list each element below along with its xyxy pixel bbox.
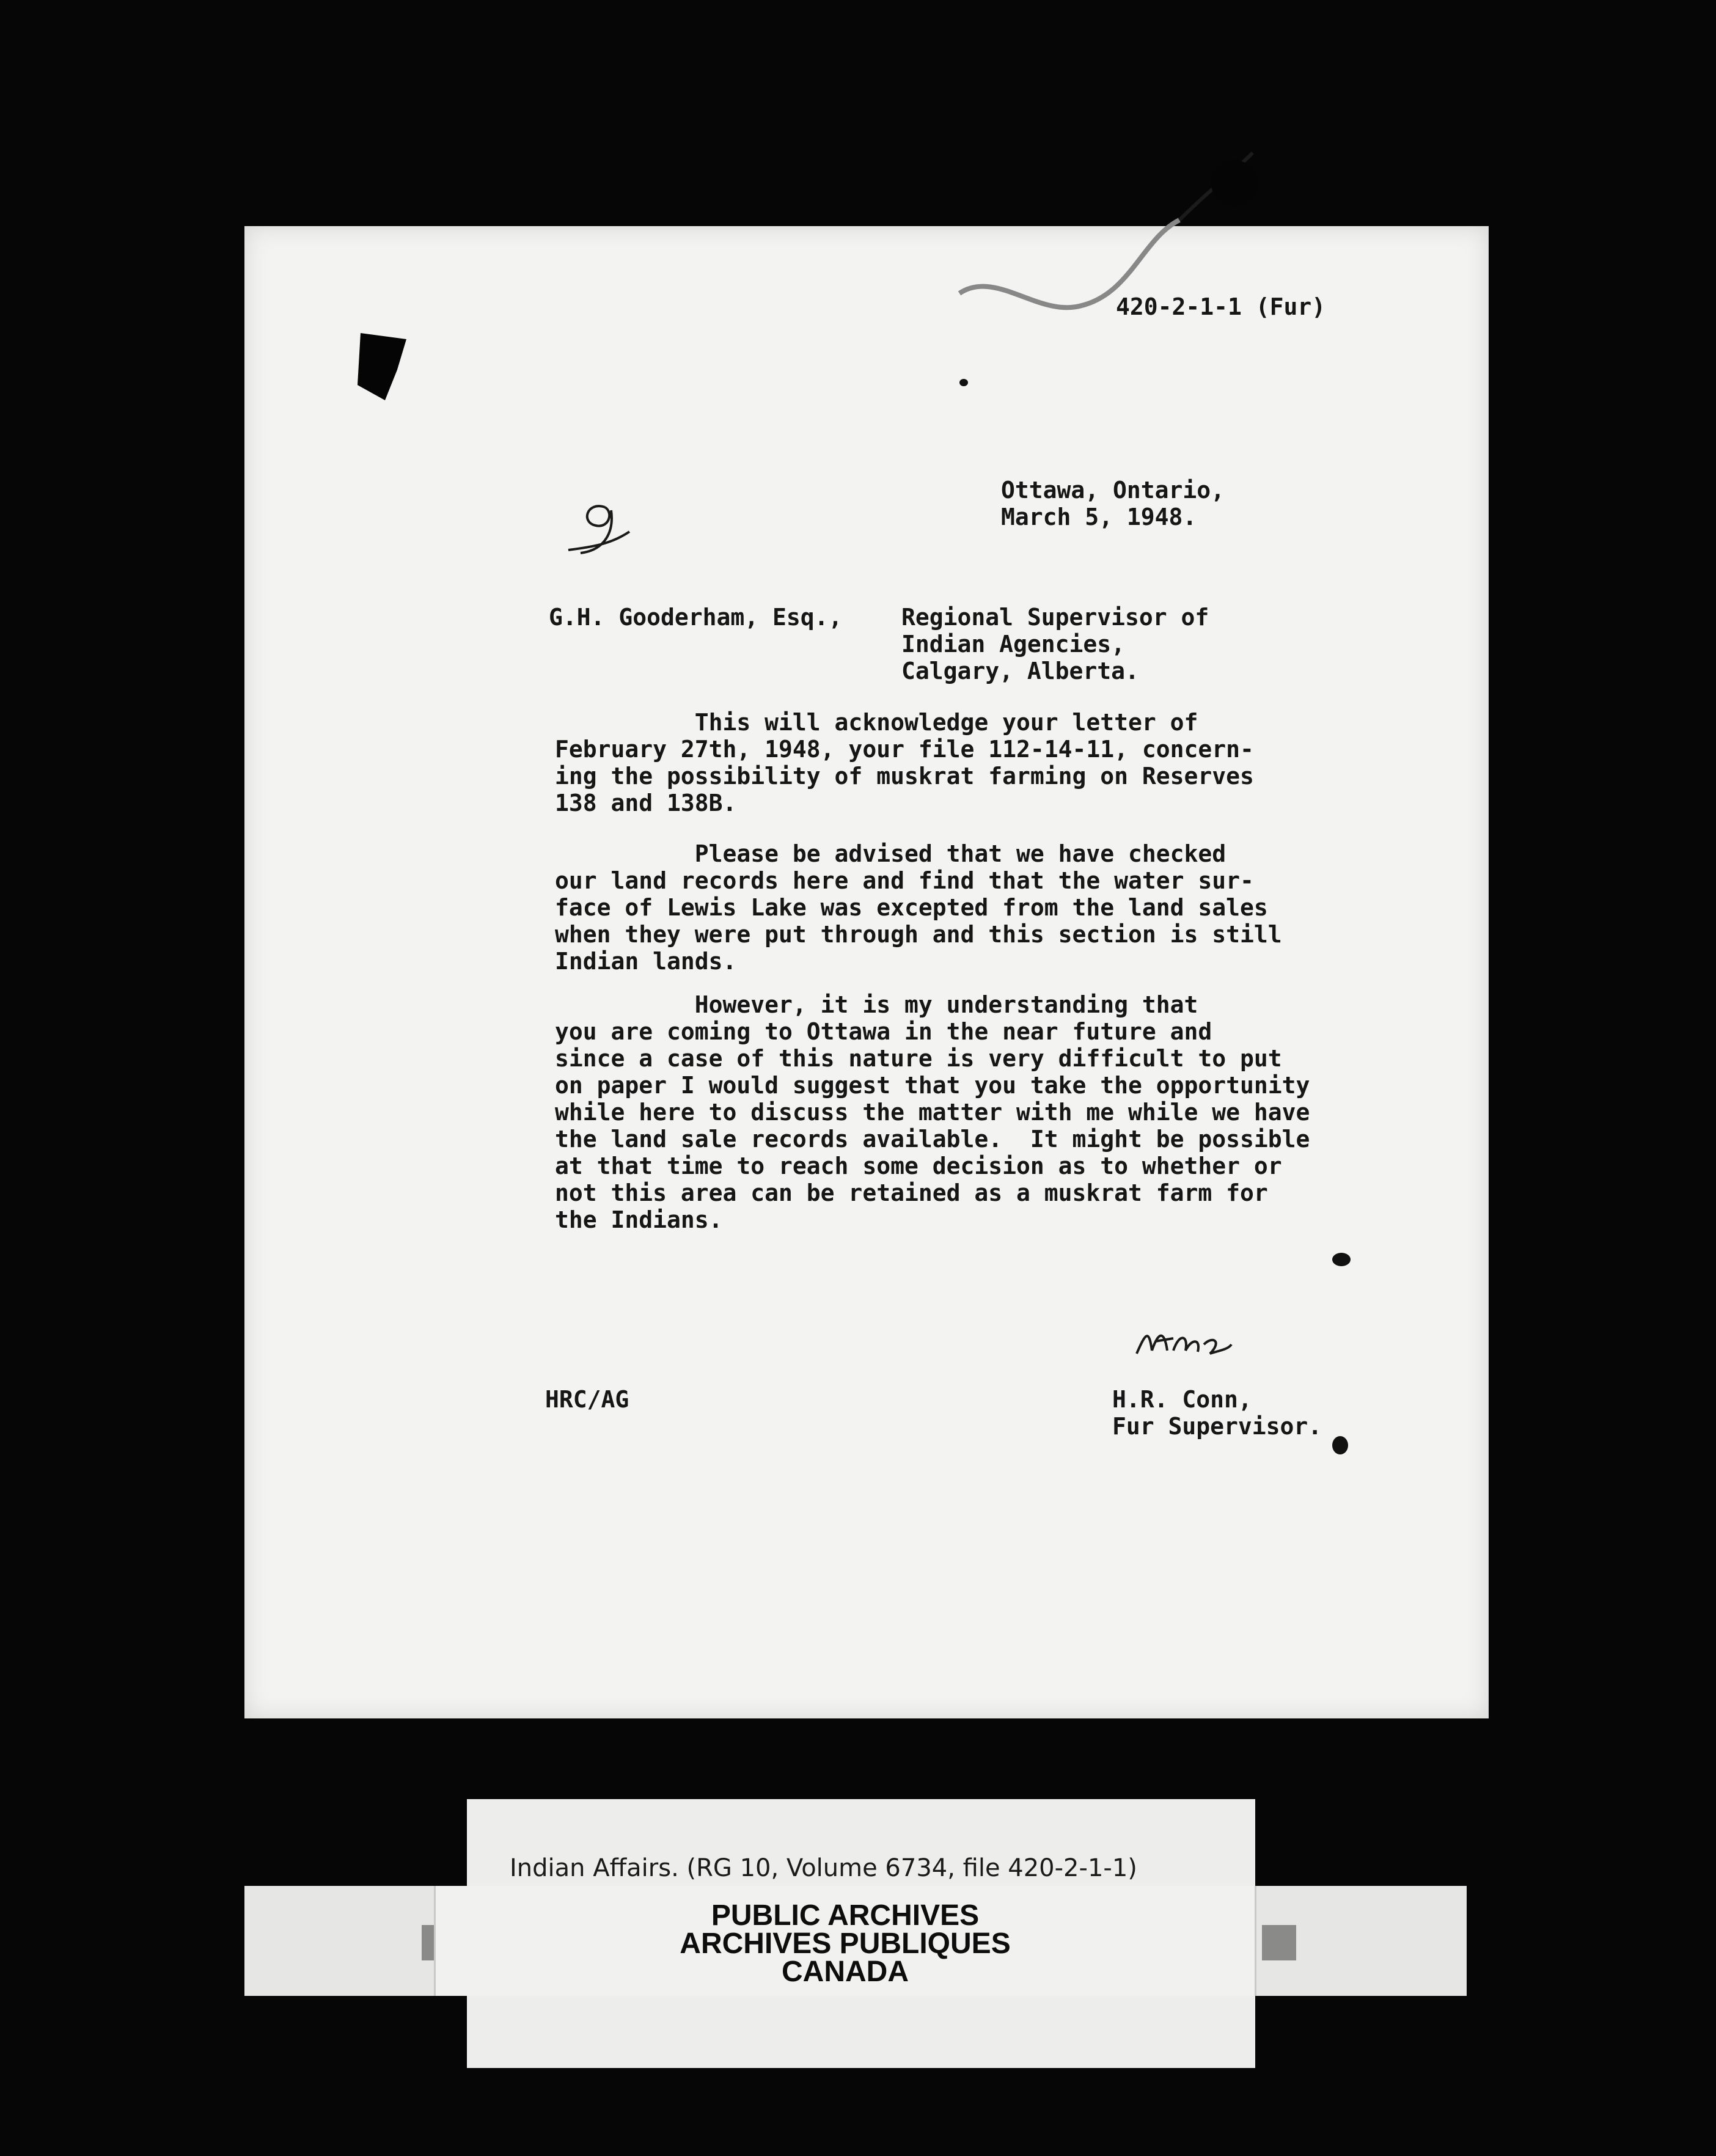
paragraph-line: not this area can be retained as a muskrat farm for <box>555 1179 1268 1206</box>
place-date-block <box>1001 477 1225 530</box>
stamp-line-country: CANADA <box>782 1956 909 1988</box>
paragraph-line: Indian lands. <box>555 948 737 975</box>
paragraph-line: ing the possibility of muskrat farming on Reserves <box>555 763 1254 790</box>
stamp-line-french: ARCHIVES PUBLIQUES <box>680 1927 1011 1960</box>
signatory-name: H.R. Conn, <box>1112 1386 1252 1413</box>
film-scratch-mark <box>947 147 1265 336</box>
paragraph-line: the land sale records available. It might be possible <box>555 1126 1310 1153</box>
letter-page <box>244 226 1489 1718</box>
archive-stamp-band <box>244 1886 1467 1996</box>
archive-source-line: Indian Affairs. (RG 10, Volume 6734, file 420-2-1-1) <box>510 1854 1137 1882</box>
paragraph-line: This will acknowledge your letter of <box>555 709 1198 736</box>
addressee-title-line: Regional Supervisor of <box>901 604 1209 631</box>
stamp-line-english: PUBLIC ARCHIVES <box>711 1899 980 1932</box>
paragraph-acknowledgement <box>555 709 1254 816</box>
paragraph-line: Please be advised that we have checked <box>555 840 1226 867</box>
ink-speck <box>1332 1253 1351 1266</box>
paragraph-line: the Indians. <box>555 1206 723 1233</box>
paragraph-line: when they were put through and this section is still <box>555 921 1282 948</box>
file-reference: 420-2-1-1 (Fur) <box>1116 293 1326 320</box>
signatory-title: Fur Supervisor. <box>1112 1413 1322 1440</box>
paragraph-line: you are coming to Ottawa in the near future and <box>555 1018 1212 1045</box>
handwritten-initials-signature <box>1131 1320 1234 1369</box>
archive-stamp-text <box>436 1899 1255 1988</box>
place-line: Ottawa, Ontario, <box>1001 477 1225 504</box>
paragraph-line: at that time to reach some decision as to whether or <box>555 1153 1282 1179</box>
paragraph-line: face of Lewis Lake was excepted from the land sales <box>555 894 1268 921</box>
handwritten-number-mark <box>562 495 636 562</box>
typist-reference: HRC/AG <box>545 1386 629 1413</box>
paragraph-line: February 27th, 1948, your file 112-14-11, concern- <box>555 736 1254 763</box>
archive-stamp <box>434 1886 1256 1996</box>
signatory-block <box>1112 1386 1322 1440</box>
ink-speck <box>1332 1436 1348 1454</box>
paragraph-line: since a case of this nature is very difficult to put <box>555 1045 1282 1072</box>
film-clip-right <box>1262 1925 1296 1960</box>
ink-speck <box>959 379 968 386</box>
paragraph-meeting-suggestion <box>555 991 1310 1233</box>
addressee-title-line: Calgary, Alberta. <box>901 658 1139 684</box>
paragraph-line: on paper I would suggest that you take the opportunity <box>555 1072 1310 1099</box>
paragraph-line: while here to discuss the matter with me while we have <box>555 1099 1310 1126</box>
paragraph-land-records <box>555 840 1282 975</box>
addressee-title-line: Indian Agencies, <box>901 631 1126 658</box>
film-edge-blot <box>348 327 416 413</box>
addressee-name: G.H. Gooderham, Esq., <box>549 604 843 631</box>
paragraph-line: However, it is my understanding that <box>555 991 1198 1018</box>
addressee-title-block <box>901 604 1209 684</box>
date-line: March 5, 1948. <box>1001 504 1197 530</box>
paragraph-line: our land records here and find that the water sur- <box>555 867 1254 894</box>
paragraph-line: 138 and 138B. <box>555 790 737 816</box>
